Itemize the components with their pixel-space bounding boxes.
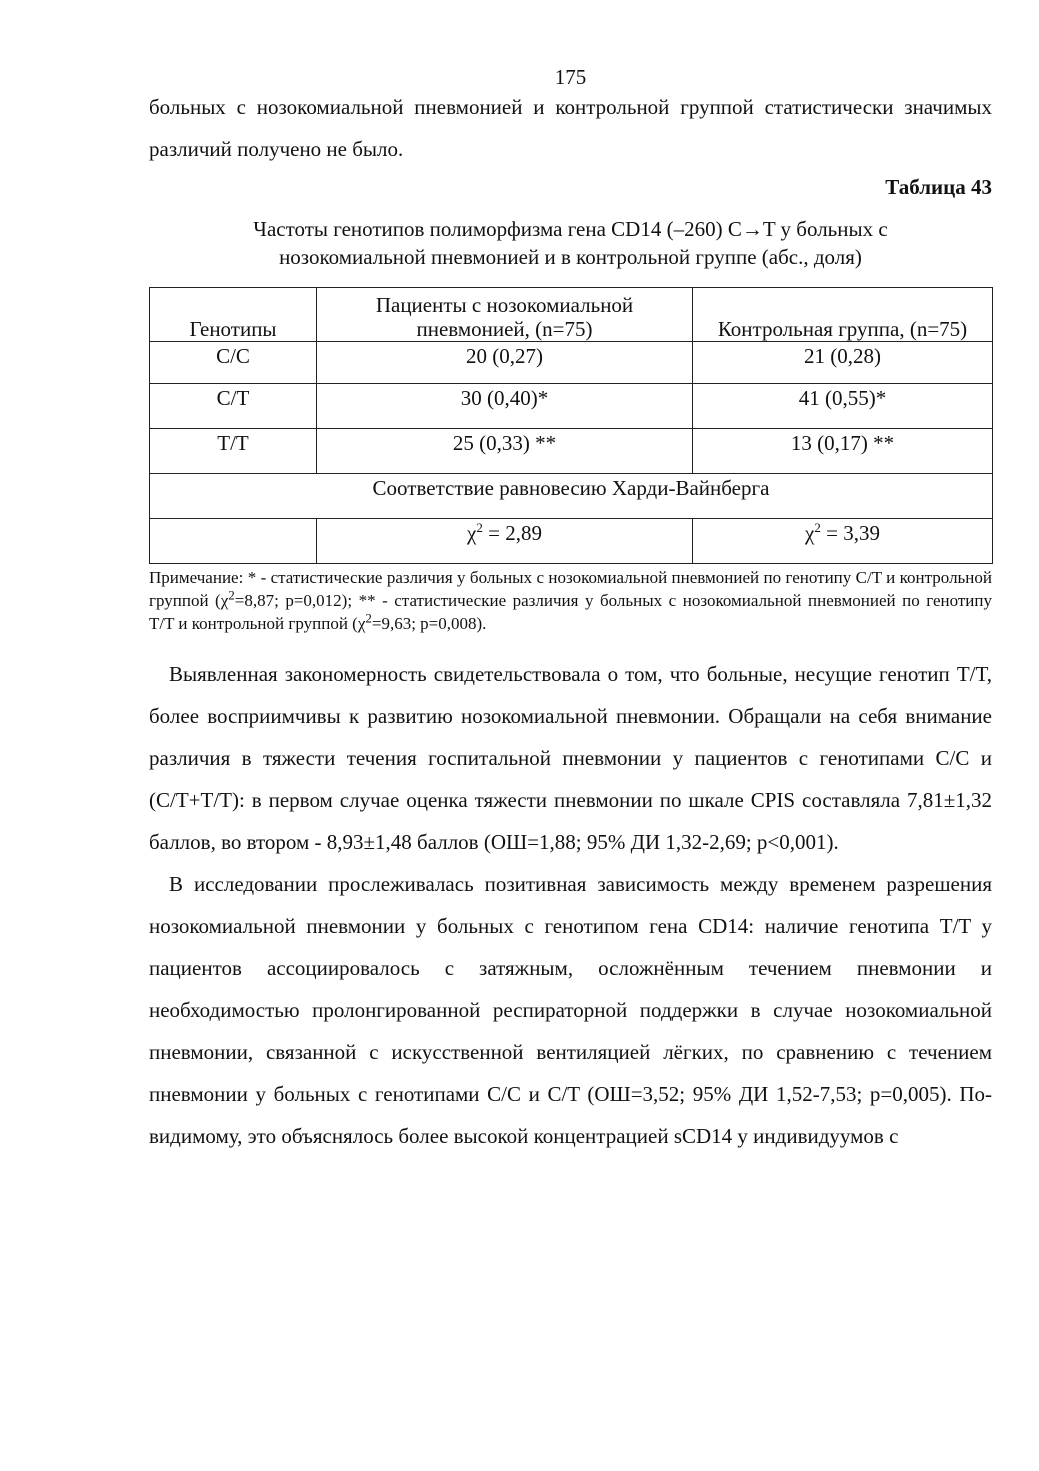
note-text-3: =9,63; p=0,008).: [371, 614, 487, 633]
control-cell: 41 (0,55)*: [693, 384, 993, 429]
chi-symbol: χ: [805, 521, 815, 545]
note-power-1: 2: [228, 587, 235, 603]
table-caption: [149, 215, 992, 271]
genotype-cell: T/T: [150, 429, 317, 474]
control-cell: 13 (0,17) **: [693, 429, 993, 474]
body-paragraph-2: В исследовании прослеживалась позитивная зависимость между временем разрешения нозокомиальной пневмонии у больных с генотипом гена CD14: наличие генотипа T/T у пациентов ассоциировалось с затяжным, осложнённым течением пневмонии и необходимостью пролонгированной респираторной поддержки в случае нозокомиальной пневмонии, связанной с искусственной вентиляцией лёгких, по сравнению с течением пневмонии у больных с генотипами C/C и C/T (ОШ=3,52; 95% ДИ 1,52-7,53; p=0,005). По-видимому, это объяснялось более высокой концентрацией sCD14 у индивидуумов с: [149, 872, 992, 1148]
body-text: [149, 653, 992, 1157]
patients-cell: 25 (0,33) **: [317, 429, 693, 474]
header-genotypes: Генотипы: [150, 288, 317, 342]
table-caption-line-1: Частоты генотипов полиморфизма гена CD14 (–260) C→T у больных с: [253, 217, 888, 241]
note-power-2: 2: [365, 610, 372, 626]
control-cell: 21 (0,28): [693, 342, 993, 384]
empty-cell: [150, 519, 317, 564]
document-page: [149, 62, 992, 1157]
chi-value: = 3,39: [820, 521, 880, 545]
chi-square-control: [693, 519, 993, 564]
page-number: 175: [554, 65, 587, 89]
body-paragraph-1: Выявленная закономерность свидетельствовала о том, что больные, несущие генотип T/T, более восприимчивы к развитию нозокомиальной пневмонии. Обращали на себя внимание различия в тяжести течения госпитальной пневмонии у пациентов с генотипами C/C и (C/T+T/T): в первом случае оценка тяжести пневмонии по шкале CPIS составляла 7,81±1,32 баллов, во втором - 8,93±1,48 баллов (ОШ=1,88; 95% ДИ 1,32-2,69; p<0,001).: [149, 662, 992, 854]
table-header-row: [150, 288, 993, 342]
genotype-frequency-table: [149, 287, 993, 564]
note-text-1: Примечание: * - статистические различия у больных с нозокомиальной пневмонией по генотипу C/T и контрольной группой (χ: [149, 568, 992, 610]
genotype-cell: C/T: [150, 384, 317, 429]
chi-power: 2: [814, 520, 821, 535]
chi-square-row: [150, 519, 993, 564]
intro-paragraph: больных с нозокомиальной пневмонией и контрольной группой статистически значимых различий получено не было.: [149, 95, 992, 161]
table-row: [150, 429, 993, 474]
table-row: [150, 342, 993, 384]
chi-value: = 2,89: [482, 521, 542, 545]
table-note: [149, 566, 992, 635]
patients-cell: 30 (0,40)*: [317, 384, 693, 429]
table-label: Таблица 43: [885, 175, 992, 199]
patients-cell: 20 (0,27): [317, 342, 693, 384]
chi-square-patients: [317, 519, 693, 564]
header-patients: Пациенты с нозокомиальной пневмонией, (n=75): [317, 288, 693, 342]
header-control: Контрольная группа, (n=75): [693, 288, 993, 342]
note-text-2: =8,87; p=0,012); ** - статистические различия у больных с нозокомиальной пневмонией по генотипу T/T и контрольной группой (χ: [149, 591, 993, 633]
table-caption-line-2: нозокомиальной пневмонией и в контрольной группе (абс., доля): [279, 245, 862, 269]
chi-symbol: χ: [467, 521, 477, 545]
hwe-row: [150, 474, 993, 519]
hwe-label: Соответствие равновесию Харди-Вайнберга: [150, 474, 993, 519]
table-row: [150, 384, 993, 429]
genotype-cell: C/C: [150, 342, 317, 384]
chi-power: 2: [476, 520, 483, 535]
